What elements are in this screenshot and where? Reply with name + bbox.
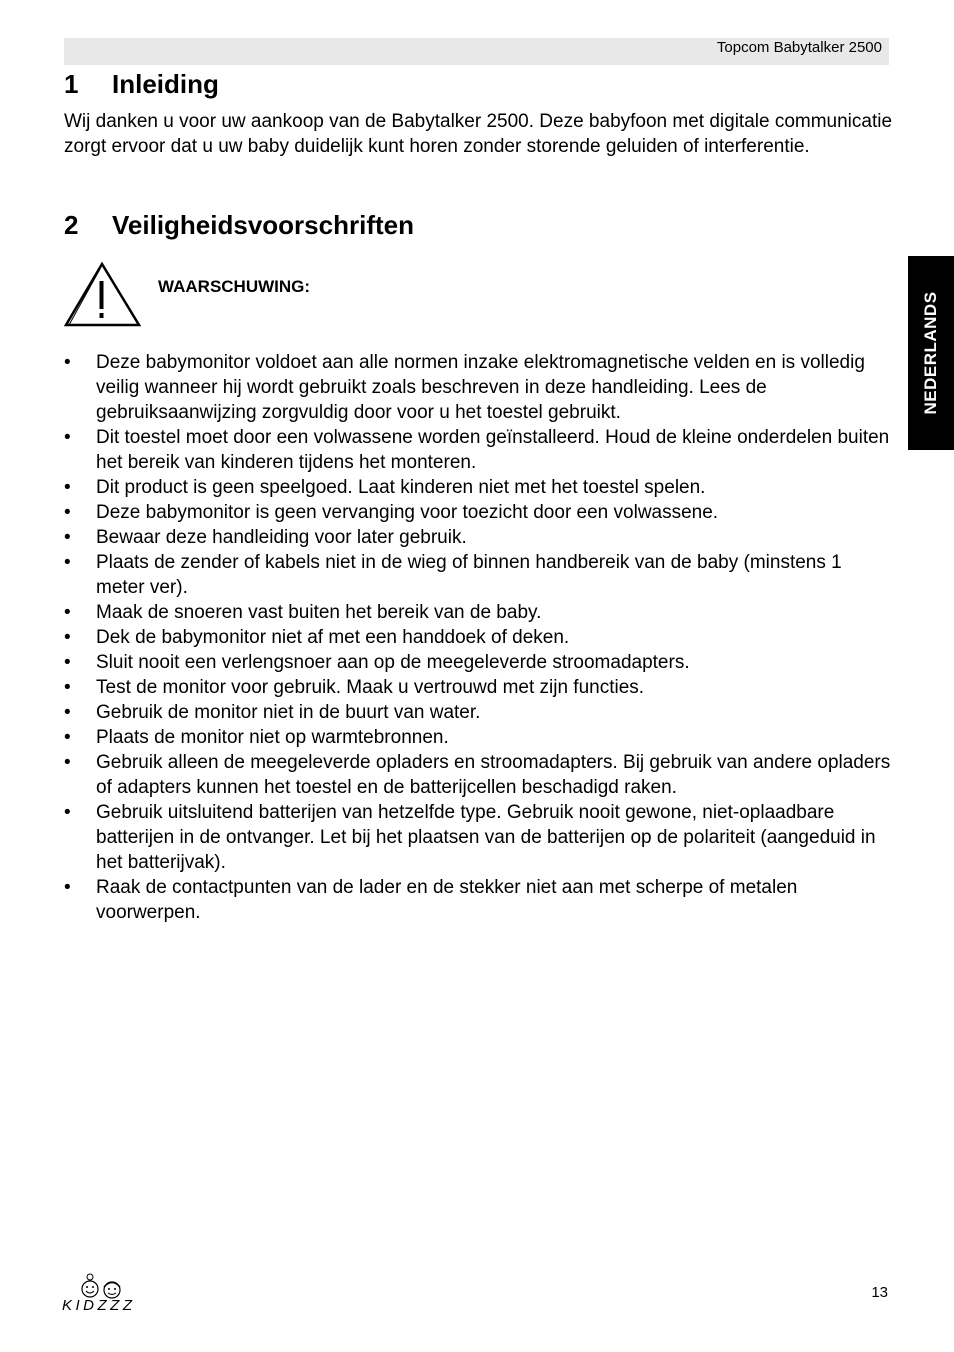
bullet-marker: • <box>64 802 71 823</box>
bullet-marker: • <box>64 702 71 723</box>
bullet-text: Gebruik alleen de meegeleverde opladers en stroomadapters. Bij gebruik van andere opladers of adapters kunnen het toestel en de batterijcellen beschadigd raken. <box>96 752 891 798</box>
safety-bullet-list <box>64 350 894 925</box>
bullet-marker: • <box>64 352 71 373</box>
bullet-text: Bewaar deze handleiding voor later gebruik. <box>96 527 467 548</box>
bullet-marker: • <box>64 677 71 698</box>
bullet-text: Gebruik de monitor niet in de buurt van water. <box>96 702 481 723</box>
bullet-text: Test de monitor voor gebruik. Maak u vertrouwd met zijn functies. <box>96 677 645 698</box>
bullet-marker: • <box>64 527 71 548</box>
section-number: 2 <box>64 210 79 240</box>
bullet-marker: • <box>64 652 71 673</box>
bullet-marker: • <box>64 502 71 523</box>
bullet-marker: • <box>64 602 71 623</box>
section-heading: Inleiding <box>112 69 219 99</box>
bullet-item <box>64 525 894 550</box>
kidzzz-logo <box>60 1272 134 1314</box>
bullet-text: Raak de contactpunten van de lader en de stekker niet aan met scherpe of metalen voorwerpen. <box>96 877 798 923</box>
bullet-item <box>64 725 894 750</box>
language-tab-label: NEDERLANDS <box>921 291 940 415</box>
bullet-text: Dit product is geen speelgoed. Laat kinderen niet met het toestel spelen. <box>96 477 706 498</box>
section-number: 1 <box>64 69 79 99</box>
language-side-tab <box>908 256 954 450</box>
bullet-text: Dek de babymonitor niet af met een handdoek of deken. <box>96 627 570 648</box>
bullet-item <box>64 700 894 725</box>
bullet-item <box>64 500 894 525</box>
header-title: Topcom Babytalker 2500 <box>716 39 882 56</box>
page-header-bar <box>64 38 889 65</box>
bullet-text: Deze babymonitor voldoet aan alle normen inzake elektromagnetische velden en is volledig veilig wanneer hij wordt gebruikt zoals beschreven in deze handleiding. Lees de gebruiksaanwijzing zorgvuldig door voor u het toestel gebruikt. <box>96 352 865 423</box>
bullet-text: Plaats de zender of kabels niet in de wieg of binnen handbereik van de baby (minstens 1 meter ver). <box>96 552 842 598</box>
bullet-text: Sluit nooit een verlengsnoer aan op de meegeleverde stroomadapters. <box>96 652 690 673</box>
bullet-marker: • <box>64 477 71 498</box>
bullet-text: Deze babymonitor is geen vervanging voor toezicht door een volwassene. <box>96 502 719 523</box>
bullet-item <box>64 425 894 475</box>
bullet-item <box>64 675 894 700</box>
bullet-item <box>64 625 894 650</box>
bullet-item <box>64 475 894 500</box>
intro-paragraph: Wij danken u voor uw aankoop van de Babytalker 2500. Deze babyfoon met digitale communicatie zorgt ervoor dat u uw baby duidelijk kunt horen zonder storende geluiden of interferentie. <box>64 111 893 157</box>
section-title-inleiding <box>64 69 219 99</box>
bullet-marker: • <box>64 427 71 448</box>
bullet-item <box>64 600 894 625</box>
section-heading: Veiligheidsvoorschriften <box>112 210 414 240</box>
bullet-item <box>64 650 894 675</box>
bullet-item <box>64 750 894 800</box>
page-number: 13 <box>871 1284 888 1301</box>
bullet-marker: • <box>64 727 71 748</box>
bullet-text: Gebruik uitsluitend batterijen van hetzelfde type. Gebruik nooit gewone, niet-oplaadbare batterijen in de ontvanger. Let bij het plaatsen van de batterijen op de polariteit (aangeduid in het batterijvak). <box>96 802 876 873</box>
warning-triangle-icon <box>64 261 141 328</box>
bullet-marker: • <box>64 552 71 573</box>
warning-label: WAARSCHUWING: <box>158 277 311 296</box>
bullet-marker: • <box>64 752 71 773</box>
bullet-text: Dit toestel moet door een volwassene worden geïnstalleerd. Houd de kleine onderdelen buiten het bereik van kinderen tijdens het monteren. <box>96 427 890 473</box>
bullet-item <box>64 875 894 925</box>
logo-wordmark: KIDZZZ <box>62 1297 132 1314</box>
bullet-text: Maak de snoeren vast buiten het bereik van de baby. <box>96 602 542 623</box>
bullet-item <box>64 350 894 425</box>
bullet-marker: • <box>64 877 71 898</box>
bullet-text: Plaats de monitor niet op warmtebronnen. <box>96 727 449 748</box>
bullet-marker: • <box>64 627 71 648</box>
bullet-item <box>64 550 894 600</box>
bullet-item <box>64 800 894 875</box>
section-title-veiligheid <box>64 210 414 240</box>
